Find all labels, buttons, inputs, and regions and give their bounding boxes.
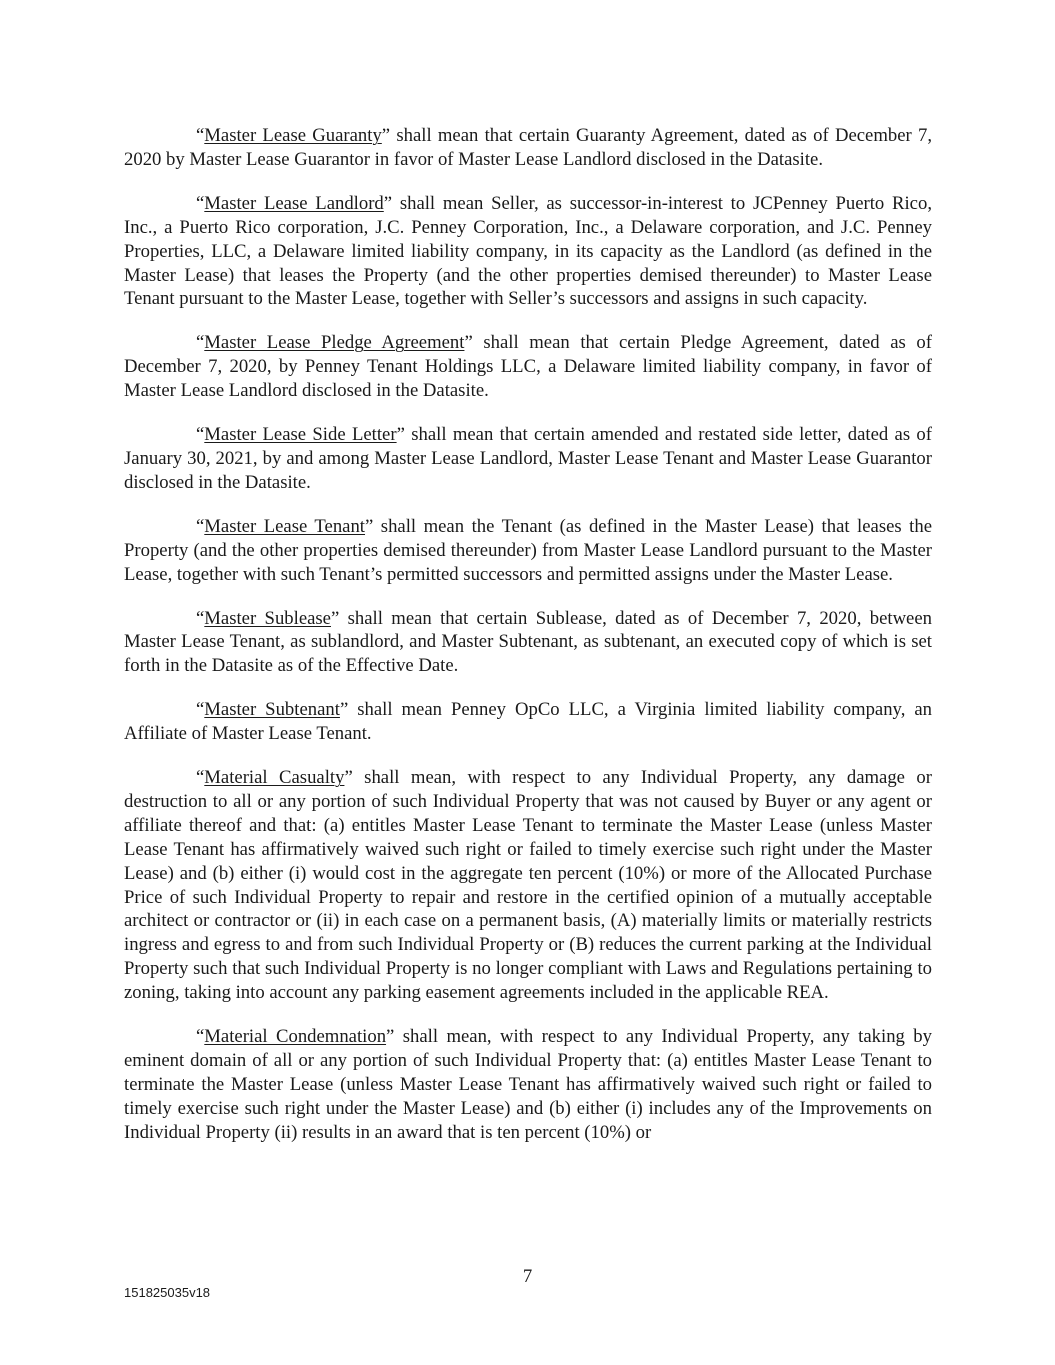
definition-text: ” shall mean, with respect to any Individual Property, any damage or destruction to all or any portion of such Individual Property that was not caused by Buyer or any agent or affiliate thereof and that: (a) entitles Master Lease Tenant to terminate the Master Lease (unless Master Lease Tenant has affirmatively waived such right or failed to timely exercise such right under the Master Lease) and (b) either (i) would cost in the aggregate ten percent (10%) or more of the Allocated Purchase Price of such Individual Property to repair and restore in the certified opinion of a mutually acceptable architect or contractor or (ii) in each case on a permanent basis, (A) materially limits or materially restricts ingress and egress to and from such Individual Property or (B) reduces the current parking at the Individual Property such that such Individual Property is no longer compliant with Laws and Regulations pertaining to zoning, taking into account any parking easement agreements included in the applicable REA. xyxy=(124,767,932,1004)
definition-text: ” shall mean, with respect to any Individual Property, any taking by eminent domain of all or any portion of such Individual Property that: (a) entitles Master Lease Tenant to terminate the Master Lease (unless Master Lease Tenant has affirmatively waived such right or failed to timely exercise such right under the Master Lease) and (b) either (i) includes any of the Improvements on Individual Property (ii) results in an award that is ten percent (10%) or xyxy=(124,1026,932,1143)
definition-material-casualty xyxy=(124,766,932,1005)
open-quote: “ xyxy=(196,699,205,721)
definition-text: ” shall mean that certain Sublease, dated as of December 7, 2020, between Master Lease Tenant, as sublandlord, and Master Subtenant, as subtenant, an executed copy of which is set forth in the Datasite as of the Effective Date. xyxy=(124,607,932,677)
open-quote: “ xyxy=(196,607,205,629)
page-number: 7 xyxy=(522,1266,533,1287)
definition-master-lease-landlord xyxy=(124,192,932,312)
definition-master-lease-pledge-agreement xyxy=(124,331,932,403)
definition-text: ” shall mean that certain Pledge Agreement, dated as of December 7, 2020, by Penney Tenant Holdings LLC, a Delaware limited liability company, in favor of Master Lease Landlord disclosed in the Datasite. xyxy=(124,332,932,402)
document-body xyxy=(124,124,932,1165)
definition-text: ” shall mean that certain amended and restated side letter, dated as of January 30, 2021, by and among Master Lease Landlord, Master Lease Tenant and Master Lease Guarantor disclosed in the Datasite. xyxy=(124,424,932,493)
defined-term: Master Lease Pledge Agreement xyxy=(204,332,465,354)
open-quote: “ xyxy=(196,515,205,537)
defined-term: Master Subtenant xyxy=(204,699,340,721)
open-quote: “ xyxy=(196,332,205,354)
defined-term: Material Casualty xyxy=(204,767,345,789)
definition-text: ” shall mean Seller, as successor-in-interest to JCPenney Puerto Rico, Inc., a Puerto Rico corporation, J.C. Penney Corporation, Inc., a Delaware corporation, and J.C. Penney Properties, LLC, a Delaware limited liability company, in its capacity as the Landlord (as defined in the Master Lease) that leases the Property (and the other properties demised thereunder) to Master Lease Tenant pursuant to the Master Lease, together with Seller’s successors and assigns in such capacity. xyxy=(124,192,932,310)
open-quote: “ xyxy=(196,1026,205,1048)
definition-master-lease-guaranty xyxy=(124,124,932,172)
definition-master-sublease xyxy=(124,607,932,679)
defined-term: Master Sublease xyxy=(204,607,331,629)
defined-term: Master Lease Side Letter xyxy=(204,424,397,446)
document-id: 151825035v18 xyxy=(124,1285,211,1300)
defined-term: Master Lease Landlord xyxy=(204,192,384,214)
definition-master-lease-side-letter xyxy=(124,423,932,495)
definition-master-subtenant xyxy=(124,698,932,746)
open-quote: “ xyxy=(196,125,205,146)
open-quote: “ xyxy=(196,767,205,789)
defined-term: Material Condemnation xyxy=(204,1026,387,1048)
open-quote: “ xyxy=(196,424,205,446)
definition-text: ” shall mean Penney OpCo LLC, a Virginia limited liability company, an Affiliate of Master Lease Tenant. xyxy=(124,699,932,745)
defined-term: Master Lease Tenant xyxy=(204,515,366,537)
definition-material-condemnation xyxy=(124,1025,932,1145)
definition-text: ” shall mean the Tenant (as defined in the Master Lease) that leases the Property (and the other properties demised thereunder) from Master Lease Landlord pursuant to the Master Lease, together with such Tenant’s permitted successors and permitted assigns under the Master Lease. xyxy=(124,515,933,585)
definition-text: ” shall mean that certain Guaranty Agreement, dated as of December 7, 2020 by Master Lease Guarantor in favor of Master Lease Landlord disclosed in the Datasite. xyxy=(124,125,933,170)
open-quote: “ xyxy=(196,192,205,214)
definition-master-lease-tenant xyxy=(124,515,932,587)
defined-term: Master Lease Guaranty xyxy=(204,125,382,146)
